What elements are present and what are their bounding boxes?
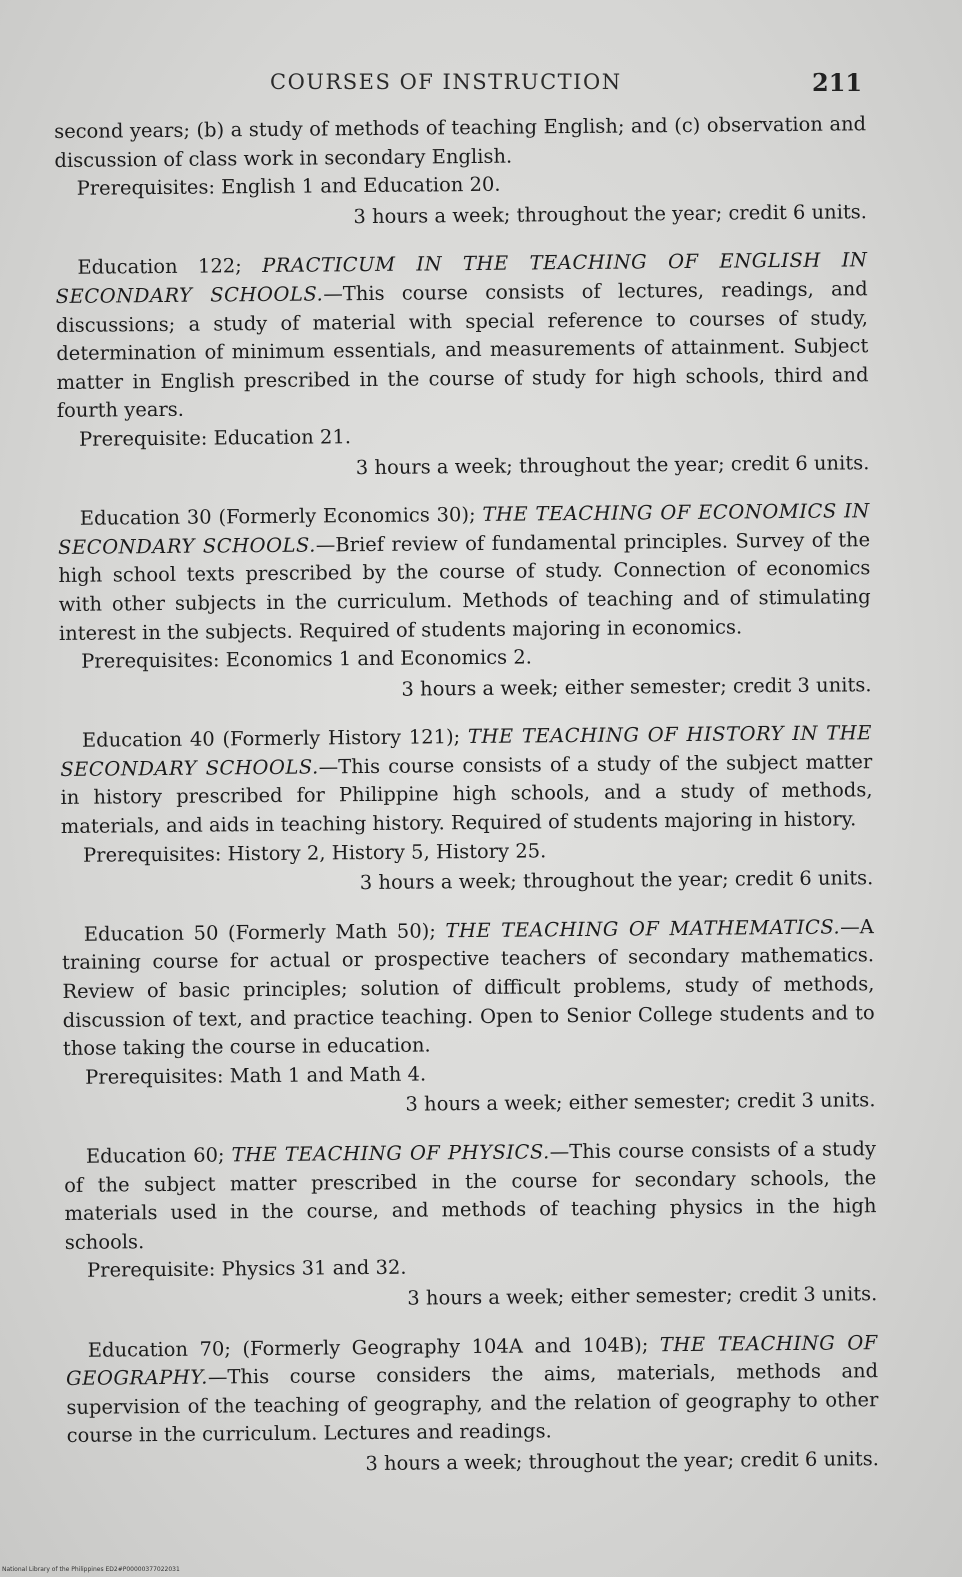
course-code: Education 40 (Formerly History 121); [81,725,461,753]
prerequisite-line: Prerequisites: Economics 1 and Economics 2. [81,645,533,673]
continuation-text: second years; (b) a study of methods of teaching English; and (c) observation and discussion of class work in secondary English. [54,112,867,172]
course-paragraph [64,1135,877,1257]
course-description: —Brief review of fundamental principles. Survey of the high school texts prescribed by the course of study. Connection of economics with other subjects in the curriculum. Methods of teaching and of stimulating interest in the subjects. Required of students majoring in economics. [58,527,871,645]
page-header [0,66,962,100]
scan-footer: National Library of the Philippines ED2#P00000377022031 [2,1566,180,1573]
prerequisite-line: Prerequisite: Physics 31 and 32. [86,1256,407,1283]
course-title: THE TEACHING OF PHYSICS. [231,1140,550,1167]
course-code: Education 122; [77,254,242,280]
hours-credit-line: 3 hours a week; either semester; credit 3 units. [407,1282,878,1310]
hours-credit-line: 3 hours a week; throughout the year; credit 6 units. [353,199,868,228]
course-description: —This course consists of a study of the subject matter prescribed in the course for secondary schools, the materials used in the course, and methods of teaching physics in the high schools. [64,1137,877,1254]
page-body [54,110,879,1481]
hours-credit-line: 3 hours a week; throughout the year; credit 6 units. [359,866,874,895]
course-paragraph [55,247,869,426]
course-entry-education-50 [62,913,876,1123]
hours-credit-line: 3 hours a week; either semester; credit 3 units. [405,1088,876,1117]
course-code: Education 50 (Formerly Math 50); [83,919,436,946]
hours-credit-line: 3 hours a week; either semester; credit 3 units. [401,672,872,701]
prerequisite-line: Prerequisites: Math 1 and Math 4. [85,1062,427,1089]
course-entry-education-122 [55,247,869,486]
course-code: Education 70; (Formerly Geography 104A and 104B); [87,1332,649,1362]
course-entry-education-70 [66,1329,879,1482]
course-paragraph [60,719,873,841]
hours-credit-line: 3 hours a week; throughout the year; credit 6 units. [365,1447,880,1476]
course-title: THE TEACHING OF HISTORY IN THE SECONDARY SCHOOLS. [60,721,873,781]
course-title: THE TEACHING OF ECONOMICS IN SECONDARY SCHOOLS. [58,499,870,559]
continuation-entry [54,110,867,234]
hours-credit-line: 3 hours a week; throughout the year; credit 6 units. [355,450,870,479]
course-description: —This course considers the aims, materials, methods and supervision of the teaching of geography, and the relation of geography to other course in the curriculum. Lectures and readings. [66,1359,879,1448]
course-paragraph [62,913,875,1064]
course-title: THE TEACHING OF MATHEMATICS. [445,915,841,943]
course-description: —This course consists of lectures, readings, and discussions; a study of material with special reference to courses of study, determination of minimum essentials, and measurements of attainment. Subject matter in English prescribed in the course of study for high schools, third and fourth years. [55,277,869,423]
course-entry-education-60 [64,1135,878,1316]
course-paragraph [58,497,871,648]
course-entry-education-40 [60,719,874,900]
prerequisite-line: Prerequisites: English 1 and Education 20. [76,172,501,200]
course-description: —A training course for actual or prospective teachers of secondary mathematics. Review of basic principles; solution of difficult problems, study of methods, discussion of text, and practice teaching. Open to Senior College students and to those taking the course in education. [62,915,875,1061]
course-code: Education 60; [85,1143,225,1168]
page-number: 211 [812,68,863,97]
course-code: Education 30 (Formerly Economics 30); [79,503,476,530]
course-paragraph [66,1329,879,1451]
prerequisite-line: Prerequisites: History 2, History 5, History 25. [82,838,547,867]
course-entry-education-30 [58,497,872,707]
running-title: COURSES OF INSTRUCTION [270,70,622,94]
course-description: —This course consists of a study of the subject matter in history prescribed for Philippine high schools, and a study of methods, materials, and aids in teaching history. Required of students majoring in history. [60,750,873,839]
course-title: PRACTICUM IN THE TEACHING OF ENGLISH IN SECONDARY SCHOOLS. [55,248,868,308]
prerequisite-line: Prerequisite: Education 21. [78,425,352,451]
course-title: THE TEACHING OF GEOGRAPHY. [65,1330,878,1391]
